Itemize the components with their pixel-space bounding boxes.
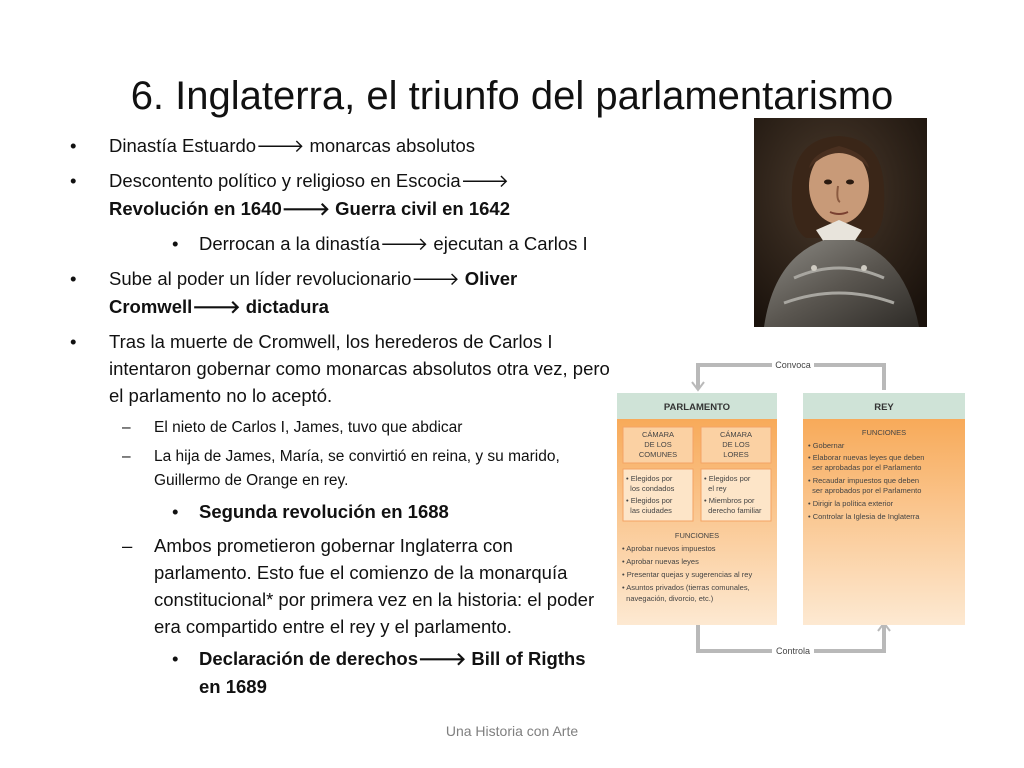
comunes-line-2: los condados [626, 484, 675, 493]
rey-header: REY [874, 402, 894, 413]
comunes-line-3: • Elegidos por [626, 496, 673, 505]
arrow-icon: 🡒 [281, 199, 331, 219]
lores-line-2: el rey [704, 484, 727, 493]
convoca-label: Convoca [775, 360, 811, 370]
bullet-declaracion: • Declaración de derechos🡒 Bill of Rigths en 1689 [70, 645, 610, 700]
bullet-descontento: • Descontento político y religioso en Escocia🡒 Revolución en 1640🡒 Guerra civil en 1642 [70, 167, 610, 223]
cromwell-portrait [754, 118, 927, 327]
parlamento-funcion-1: • Aprobar nuevos impuestos [622, 544, 716, 553]
rey-funciones-title: FUNCIONES [861, 428, 907, 437]
dash-maria: – La hija de James, María, se convirtió en reina, y su marido, Guillermo de Orange en rey. [70, 445, 610, 493]
rey-funcion-2: • Elaborar nuevas leyes que deben [808, 453, 925, 462]
controla-label: Controla [775, 646, 811, 655]
arrow-icon: 🡒 [418, 649, 467, 669]
rey-funcion-4: • Recaudar impuestos que deben [808, 476, 920, 485]
parlamento-header: PARLAMENTO [663, 402, 731, 413]
parlamento-rey-diagram [612, 355, 972, 655]
dash-ambos: – Ambos prometieron gobernar Inglaterra con parlamento. Esto fue el comienzo de la monarquía constitucional* por primera vez en la historia: el poder era compartido entre el rey y el parlamento. [70, 532, 610, 640]
camara-lores-1: CÁMARA [719, 430, 753, 439]
bullet-segunda-revolucion: • Segunda revolución en 1688 [70, 498, 610, 525]
bullet-herederos: • Tras la muerte de Cromwell, los herederos de Carlos I intentaron gobernar como monarcas absolutos otra vez, pero el parlamento no lo aceptó. [70, 328, 610, 409]
rey-funcion-3: ser aprobadas por el Parlamento [808, 463, 922, 472]
parlamento-funciones-title: FUNCIONES [674, 531, 720, 540]
arrow-icon: 🡒 [460, 171, 509, 191]
parlamento-funcion-3: • Presentar quejas y sugerencias al rey [622, 570, 753, 579]
slide-footer: Una Historia con Arte [445, 723, 579, 739]
rey-funcion-6: • Dirigir la política exterior [808, 499, 894, 508]
lores-line-4: derecho familiar [704, 506, 762, 515]
arrow-icon: 🡒 [256, 136, 305, 156]
comunes-line-1: • Elegidos por [626, 474, 673, 483]
camara-comunes-1: CÁMARA [641, 430, 675, 439]
bullet-cromwell: • Sube al poder un líder revolucionario🡒 Oliver Cromwell🡒 dictadura [70, 265, 610, 321]
camara-lores-2: DE LOS [722, 440, 750, 449]
bullet-estuardo: • Dinastía Estuardo🡒 monarcas absolutos [70, 132, 610, 160]
arrow-icon: 🡒 [192, 297, 241, 317]
rey-funcion-1: • Gobernar [808, 441, 845, 450]
arrow-icon: 🡒 [411, 269, 460, 289]
lores-line-3: • Miembros por [704, 496, 755, 505]
slide-title: 6. Inglaterra, el triunfo del parlamentarismo [130, 74, 894, 118]
bullet-derrocan: • Derrocan a la dinastía🡒 ejecutan a Carlos I [70, 230, 610, 258]
comunes-line-4: las ciudades [626, 506, 672, 515]
slide-body [70, 132, 610, 707]
camara-comunes-2: DE LOS [644, 440, 672, 449]
lores-line-1: • Elegidos por [704, 474, 751, 483]
rey-funcion-7: • Controlar la Iglesia de Inglaterra [808, 512, 920, 521]
parlamento-funcion-2: • Aprobar nuevas leyes [622, 557, 699, 566]
dash-james: – El nieto de Carlos I, James, tuvo que abdicar [70, 416, 610, 440]
arrow-icon: 🡒 [380, 234, 429, 254]
camara-lores-3: LORES [723, 450, 749, 459]
parlamento-funcion-5: navegación, divorcio, etc.) [622, 594, 714, 603]
camara-comunes-3: COMUNES [638, 450, 678, 459]
rey-funcion-5: ser aprobados por el Parlamento [808, 486, 922, 495]
parlamento-funcion-4: • Asuntos privados (tierras comunales, [622, 583, 750, 592]
